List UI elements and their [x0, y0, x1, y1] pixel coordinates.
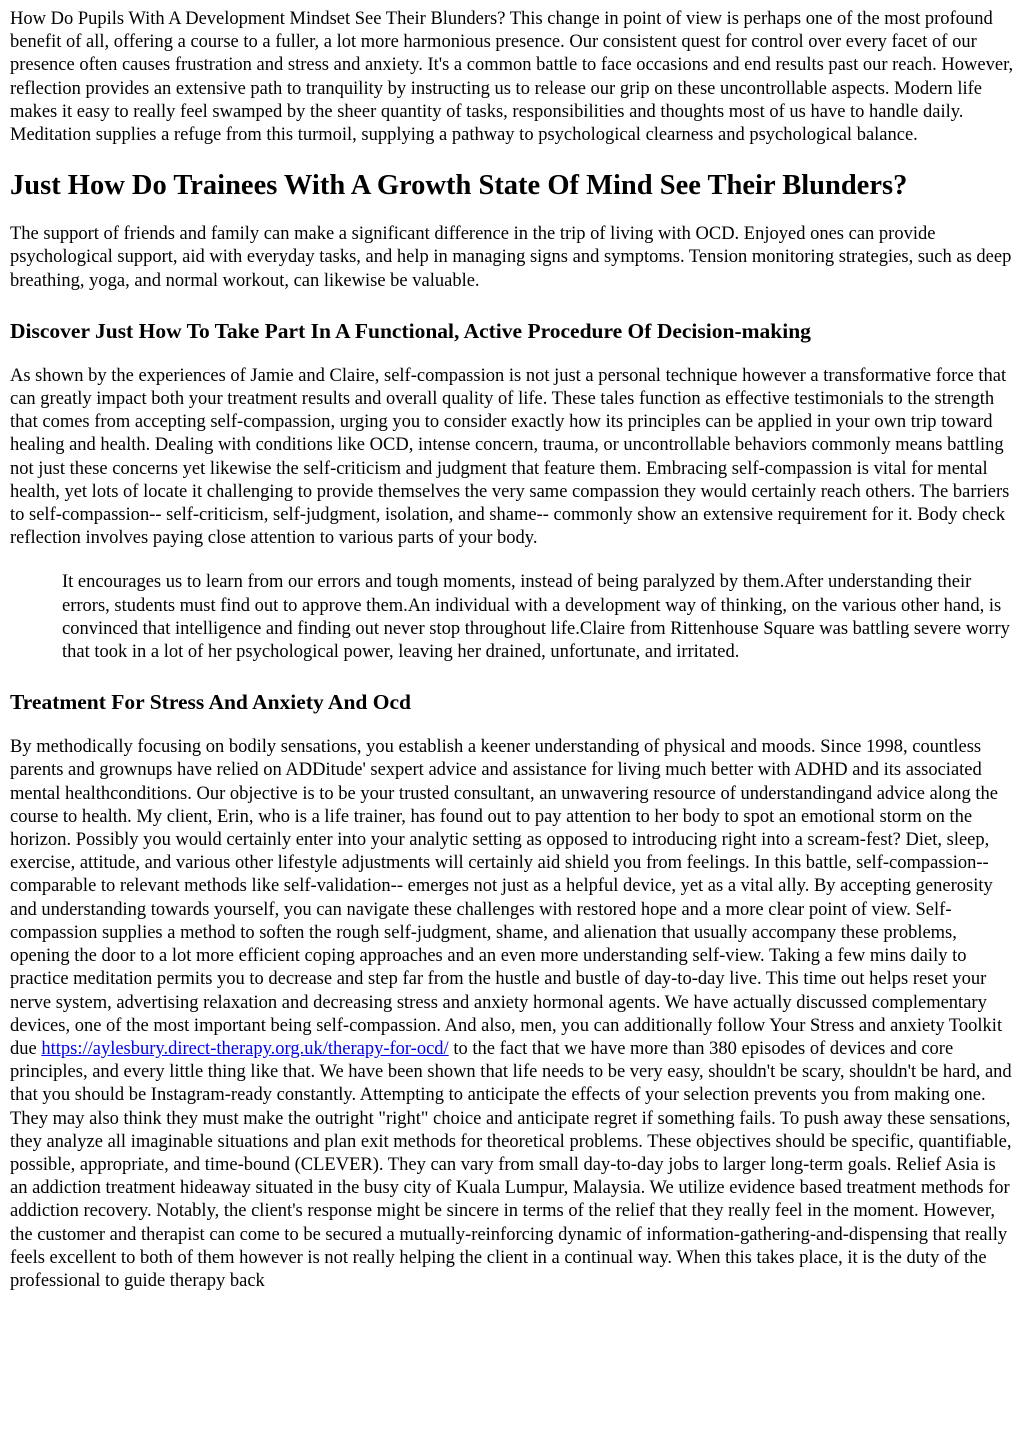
therapy-link[interactable]: https://aylesbury.direct-therapy.org.uk/therapy-for-ocd/ — [41, 1038, 449, 1059]
support-paragraph: The support of friends and family can make a significant difference in the trip of living with OCD. Enjoyed ones can provide psychological support, aid with everyday tasks, and help in managing signs and symptoms. Tension monitoring strategies, such as deep breathing, yoga, and normal workout, can likewise be valuable. — [10, 224, 1012, 291]
section-heading-treatment: Treatment For Stress And Anxiety And Ocd — [10, 690, 411, 715]
main-heading: Just How Do Trainees With A Growth State Of Mind See Their Blunders? — [10, 170, 908, 202]
treatment-text-before-link: By methodically focusing on bodily sensations, you establish a keener understanding of physical and moods. Since 1998, countless parents and grownups have relied on ADDitude' sexpert advice and assistance for living much better with ADHD and its associated mental healthconditions. Our objective is to be your trusted consultant, an unwavering resource of understandingand advice along the course to health. My client, Erin, who is a life trainer, has found out to pay attention to her body to spot an emotional storm on the horizon. Possibly you would certainly enter into your analytic setting as opposed to introducing right into a scream-fest? Diet, sleep, exercise, attitude, and various other lifestyle adjustments will certainly aid shield you from feelings. In this battle, self-compassion-- comparable to relevant methods like self-validation-- emerges not just as a helpful device, yet as a vital ally. By accepting generosity and understanding towards yourself, you can navigate these challenges with restored hope and a more clear point of view. Self-compassion supplies a method to soften the rough self-judgment, shame, and alienation that usually accompany these problems, opening the door to a lot more efficient coping approaches and an even more understanding self-view. Taking a few mins daily to practice meditation permits you to decrease and step far from the hustle and bustle of day-to-day live. This time out helps reset your nerve system, advertising relaxation and decreasing stress and anxiety hormonal agents. We have actually discussed complementary devices, one of the most important being self-compassion. And also, men, you can additionally follow Your Stress and anxiety Toolkit due — [10, 737, 1003, 1059]
quote-text: It encourages us to learn from our errors and tough moments, instead of being paralyzed by them.After understanding their errors, students must find out to approve them.An individual with a development way of thinking, on the various other hand, is convinced that intelligence and finding out never stop throughout life.Claire from Rittenhouse Square was battling severe worry that took in a lot of her psychological power, leaving her drained, unfortunate, and irritated. — [62, 572, 1010, 663]
treatment-text-after-link: to the fact that we have more than 380 episodes of devices and core principles, and every little thing like that. We have been shown that life needs to be very easy, shouldn't be scary, shouldn't be hard, and that you should be Instagram-ready constantly. Attempting to anticipate the effects of your selection prevents you from making one. They may also think they must make the outright "right" choice and anticipate regret if something fails. To push away these sensations, they analyze all imaginable situations and plan exit methods for theoretical problems. These objectives should be specific, quantifiable, possible, appropriate, and time-bound (CLEVER). They can vary from small day-to-day jobs to larger long-term goals. Relief Asia is an addiction treatment hideaway situated in the busy city of Kuala Lumpur, Malaysia. We utilize evidence based treatment methods for addiction recovery. Notably, the client's response might be sincere in terms of the relief that they really feel in the moment. However, the customer and therapist can come to be secured a mutually-reinforcing dynamic of information-gathering-and-dispensing that really feels excellent to both of them however is not really helping the client in a continual way. When this takes place, it is the duty of the professional to guide therapy back — [10, 1038, 1012, 1291]
treatment-paragraph — [10, 736, 1014, 1293]
self-compassion-paragraph: As shown by the experiences of Jamie and Claire, self-compassion is not just a personal technique however a transformative force that can greatly impact both your treatment results and overall quality of life. These tales function as effective testimonials to the strength that comes from accepting self-compassion, urging you to consider exactly how its principles can be applied in your own trip toward healing and health. Dealing with conditions like OCD, intense concern, trauma, or uncontrollable behaviors commonly means battling not just these concerns yet likewise the self-criticism and judgment that feature them. Embracing self-compassion is vital for mental health, yet lots of locate it challenging to provide themselves the very same compassion they would certainly reach others. The barriers to self-compassion-- self-criticism, self-judgment, isolation, and shame-- commonly show an extensive requirement for it. Body check reflection involves paying close attention to various parts of your body. — [10, 365, 1010, 549]
indented-quote — [62, 571, 1014, 664]
section-heading-decision-making: Discover Just How To Take Part In A Functional, Active Procedure Of Decision-making — [10, 318, 811, 343]
intro-paragraph: How Do Pupils With A Development Mindset See Their Blunders? This change in point of view is perhaps one of the most profound benefit of all, offering a course to a fuller, a lot more harmonious presence. Our consistent quest for control over every facet of our presence often causes frustration and stress and anxiety. It's a common battle to face occasions and end results past our reach. However, reflection provides an extensive path to tranquility by instructing us to release our grip on these uncontrollable aspects. Modern life makes it easy to really feel swamped by the sheer quantity of tasks, responsibilities and thoughts most of us have to handle daily. Meditation supplies a refuge from this turmoil, supplying a pathway to psychological clearness and psychological balance. — [10, 9, 1014, 146]
